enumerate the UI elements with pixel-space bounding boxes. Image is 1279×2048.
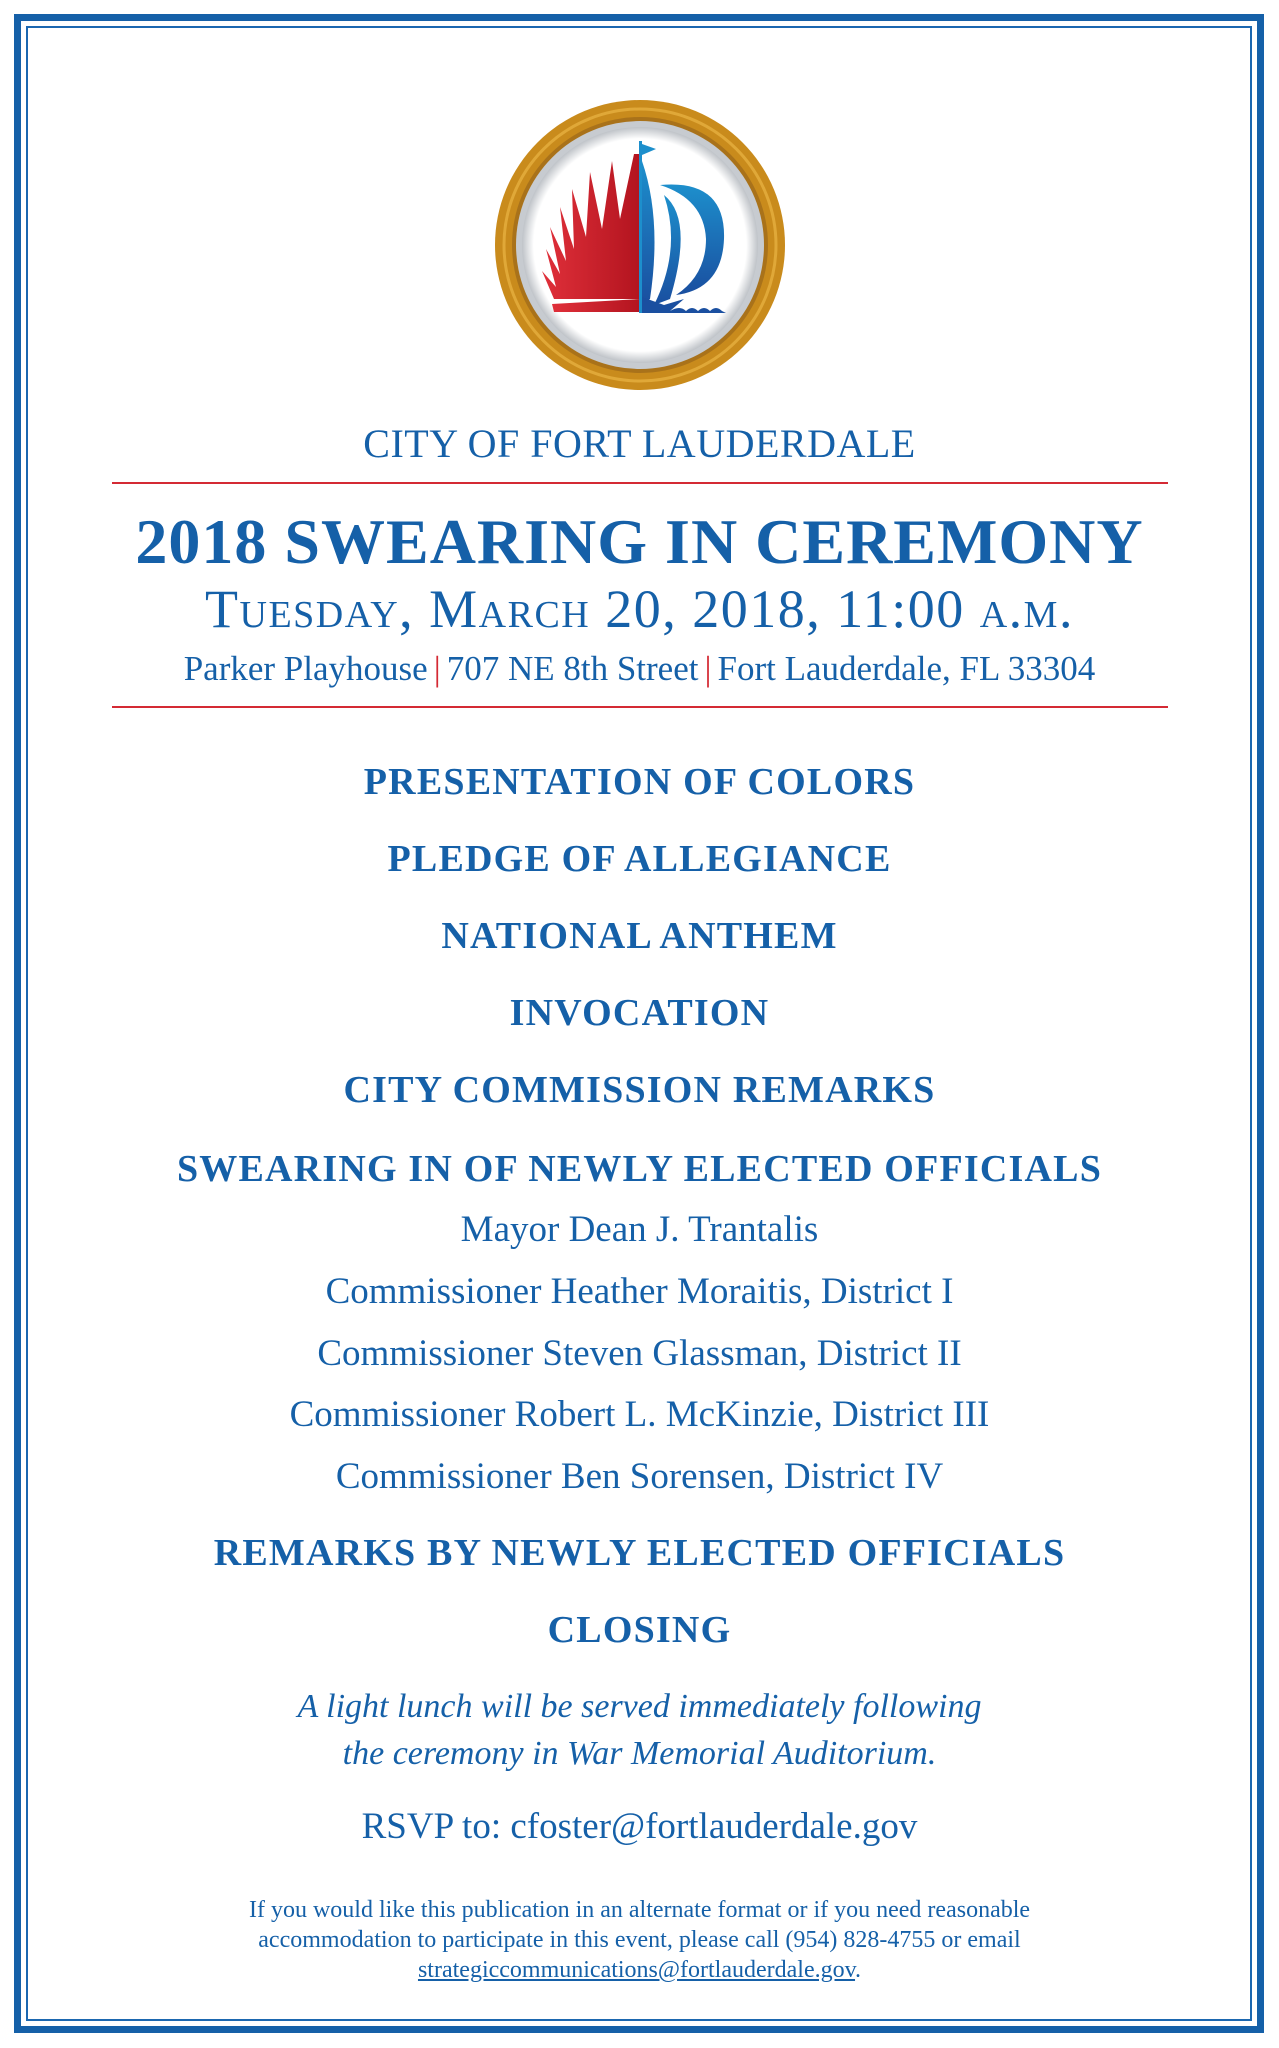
program-item: PLEDGE OF ALLEGIANCE bbox=[387, 838, 892, 880]
separator: | bbox=[704, 649, 712, 688]
ceremony-title: 2018 SWEARING IN CEREMONY bbox=[135, 506, 1144, 577]
accessibility-note-line-2: accommodation to participate in this event, please call (954) 828-4755 or email bbox=[258, 1927, 1021, 1953]
trailing-period: . bbox=[855, 1957, 862, 1983]
program-item: CITY COMMISSION REMARKS bbox=[343, 1069, 936, 1111]
official-name: Commissioner Robert L. McKinzie, District III bbox=[289, 1394, 990, 1435]
separator: | bbox=[433, 649, 441, 688]
official-name: Commissioner Steven Glassman, District II bbox=[317, 1333, 962, 1374]
red-divider-top bbox=[112, 482, 1168, 484]
city-state-zip: Fort Lauderdale, FL 33304 bbox=[717, 649, 1096, 688]
rsvp-label: RSVP to: bbox=[361, 1806, 502, 1847]
official-name: Commissioner Heather Moraitis, District I bbox=[325, 1271, 954, 1312]
city-name: CITY OF FORT LAUDERDALE bbox=[363, 421, 916, 466]
date-time: Tuesday, March 20, 2018, 11:00 a.m. bbox=[205, 579, 1074, 639]
street-address: 707 NE 8th Street bbox=[446, 649, 699, 688]
lunch-note-line-2: the ceremony in War Memorial Auditorium. bbox=[342, 1735, 937, 1772]
program-item: PRESENTATION OF COLORS bbox=[363, 761, 916, 803]
rsvp-line bbox=[0, 1808, 1279, 1845]
program-item: INVOCATION bbox=[509, 992, 770, 1034]
red-divider-bottom bbox=[112, 706, 1168, 708]
program-item: SWEARING IN OF NEWLY ELECTED OFFICIALS bbox=[176, 1148, 1103, 1190]
venue-address bbox=[0, 651, 1279, 686]
program-item: REMARKS BY NEWLY ELECTED OFFICIALS bbox=[213, 1532, 1066, 1574]
program-item: CLOSING bbox=[547, 1609, 732, 1651]
rsvp-email[interactable]: cfoster@fortlauderdale.gov bbox=[510, 1806, 918, 1847]
official-name: Commissioner Ben Sorensen, District IV bbox=[335, 1456, 944, 1497]
venue-name: Parker Playhouse bbox=[183, 649, 428, 688]
city-seal-sun-and-sailboat-icon bbox=[494, 99, 786, 391]
program-item: NATIONAL ANTHEM bbox=[441, 915, 838, 957]
accessibility-note-line-3 bbox=[0, 1958, 1279, 1982]
city-seal-logo bbox=[494, 99, 786, 391]
accessibility-note-line-1: If you would like this publication in an alternate format or if you need reasonable bbox=[248, 1897, 1031, 1923]
official-name: Mayor Dean J. Trantalis bbox=[460, 1209, 819, 1250]
strategic-communications-email-link[interactable]: strategiccommunications@fortlauderdale.gov bbox=[417, 1957, 856, 1983]
lunch-note-line-1: A light lunch will be served immediately following bbox=[297, 1688, 982, 1725]
